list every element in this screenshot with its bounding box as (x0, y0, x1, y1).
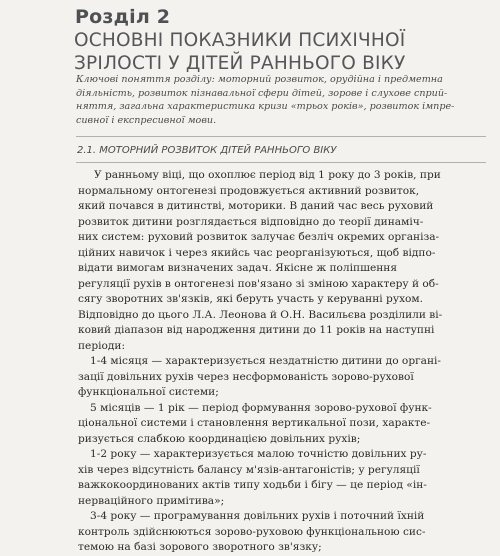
body-text (78, 168, 488, 556)
chapter-title-line: ОСНОВНІ ПОКАЗНИКИ ПСИХІЧНОЇ (74, 30, 406, 51)
body-line: функціональної системи; (78, 386, 219, 398)
body-line: контроль здійснюються зорово-руховою функціональною сис- (78, 525, 426, 538)
key-concepts-line: няття, загальна характеристика кризи «трьох років», розвиток імпре- (76, 101, 455, 112)
body-line: У ранньому віці, що охоплює період від 1 року до 3 років, при (94, 169, 441, 181)
chapter-title-line: ЗРІЛОСТІ У ДІТЕЙ РАННЬОГО ВІКУ (74, 53, 406, 74)
section-bottom-divider (76, 162, 486, 163)
key-concepts-line: сивної і експресивної мови. (76, 114, 217, 126)
body-line: ціональної системи і становлення вертикальної пози, характе- (78, 417, 431, 429)
body-line: 5 місяців — 1 рік — період формування зорово-рухової функ- (90, 401, 432, 414)
body-line: 1-2 року — характеризується малою точністю довільних ру- (90, 448, 427, 460)
body-line: ковий діапазон від народження дитини до 11 років на наступні (78, 324, 435, 336)
key-concepts-line: діяльність, розвиток пізнавальної сфери дітей, зорове і слухове сприй- (76, 87, 448, 99)
body-line: ризується слабкою координацією довільних рухів; (78, 432, 361, 445)
body-line: зації довільних рухів через несформованість зорово-рухової (78, 370, 414, 383)
section-top-divider (76, 136, 486, 137)
body-line: важкокоординованих актів типу ходьби і бігу — це період «ін- (78, 479, 427, 491)
chapter-label: Розділ 2 (75, 6, 171, 28)
body-line: ційних навичок і через якийсь час реорганізуються, щоб відпо- (78, 246, 436, 259)
body-line: розвиток дитини розглядається відповідно до теорії динаміч- (78, 215, 424, 228)
body-line: хів через відсутність балансу м'язів-антагоністів; у регуляції (78, 463, 420, 476)
body-line: періоди: (78, 339, 126, 352)
body-line: темою на базі зорового зворотного зв'язку; (78, 541, 322, 553)
body-line: сягу зворотних зв'язків, які беруть участь у керуванні рухом. (78, 293, 424, 305)
chapter-title (74, 29, 494, 75)
body-line: них систем: руховий розвиток залучає безліч окремих організа- (78, 231, 440, 243)
body-line: Відповідно до цього Л.А. Леонова й О.Н. Васильєва розділили ві- (78, 308, 443, 321)
body-line: нормальному онтогенезі продовжується активний розвиток, (78, 184, 420, 197)
body-line: регуляції рухів в онтогенезі пов'язано зі зміною характеру й об- (78, 277, 439, 290)
body-line: який почався в дитинстві, моторики. В даний час весь руховий (78, 200, 434, 212)
body-line: відати вимогам визначених задач. Якісне ж поліпшення (78, 262, 398, 274)
body-line: 1-4 місяця — характеризується нездатністю дитини до органі- (90, 355, 441, 367)
key-concepts-paragraph (76, 73, 486, 127)
key-concepts-line: Ключові поняття розділу: моторний розвиток, орудійна і предметна (76, 74, 443, 85)
section-heading: 2.1. МОТОРНИЙ РОЗВИТОК ДІТЕЙ РАННЬОГО ВІКУ (77, 145, 337, 156)
body-line: нерваційного примітива»; (78, 494, 225, 507)
body-line: 3-4 року — програмування довільних рухів і поточний їхній (90, 510, 425, 522)
